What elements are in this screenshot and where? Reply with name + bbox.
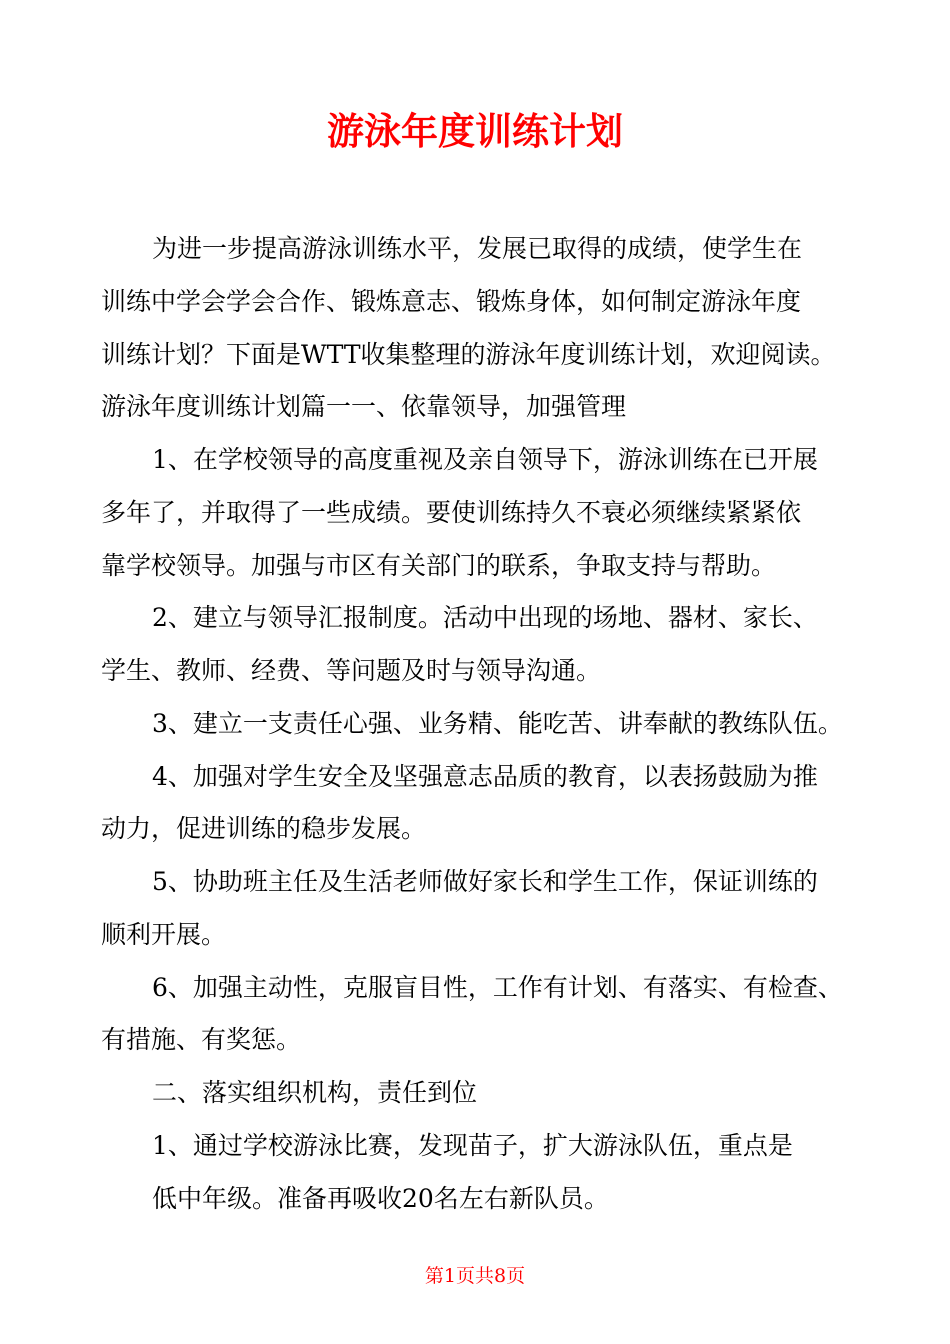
section-heading-line: 游泳年度训练计划篇一一、依靠领导，加强管理 bbox=[101, 392, 627, 421]
paragraph-line-8: 2、建立与领导汇报制度。活动中出现的场地、器材、家长、 bbox=[152, 603, 818, 632]
paragraph-line-10: 3、建立一支责任心强、业务精、能吃苦、讲奉献的教练队伍。 bbox=[152, 709, 843, 738]
page-title: 游泳年度训练计划 bbox=[327, 110, 623, 153]
paragraph-line-18: 1、通过学校游泳比赛，发现苗子，扩大游泳队伍，重点是 bbox=[152, 1131, 793, 1160]
paragraph-line-15: 6、加强主动性，克服盲目性，工作有计划、有落实、有检查、 bbox=[152, 973, 843, 1002]
page-number-footer: 第1页共8页 bbox=[424, 1265, 526, 1287]
paragraph-line-16: 有措施、有奖惩。 bbox=[101, 1025, 302, 1054]
paragraph-line-3: 训练计划？下面是WTT收集整理的游泳年度训练计划，欢迎阅读。 bbox=[101, 340, 836, 369]
paragraph-line-1: 为进一步提高游泳训练水平，发展已取得的成绩，使学生在 bbox=[152, 234, 803, 263]
paragraph-line-13: 5、协助班主任及生活老师做好家长和学生工作，保证训练的 bbox=[152, 867, 818, 896]
paragraph-line-12: 动力，促进训练的稳步发展。 bbox=[101, 814, 427, 843]
paragraph-line-11: 4、加强对学生安全及坚强意志品质的教育，以表扬鼓励为推 bbox=[152, 762, 818, 791]
paragraph-line-7: 靠学校领导。加强与市区有关部门的联系，争取支持与帮助。 bbox=[101, 551, 777, 580]
paragraph-line-9: 学生、教师、经费、等问题及时与领导沟通。 bbox=[101, 656, 602, 685]
paragraph-line-14: 顺利开展。 bbox=[101, 920, 227, 949]
paragraph-line-2: 训练中学会学会合作、锻炼意志、锻炼身体，如何制定游泳年度 bbox=[101, 287, 802, 316]
paragraph-line-19: 低中年级。准备再吸收20名左右新队员。 bbox=[152, 1184, 609, 1213]
paragraph-line-5: 1、在学校领导的高度重视及亲自领导下，游泳训练在已开展 bbox=[152, 445, 818, 474]
paragraph-line-6: 多年了，并取得了一些成绩。要使训练持久不衰必须继续紧紧依 bbox=[101, 498, 802, 527]
section-heading-2: 二、落实组织机构，责任到位 bbox=[152, 1078, 478, 1107]
